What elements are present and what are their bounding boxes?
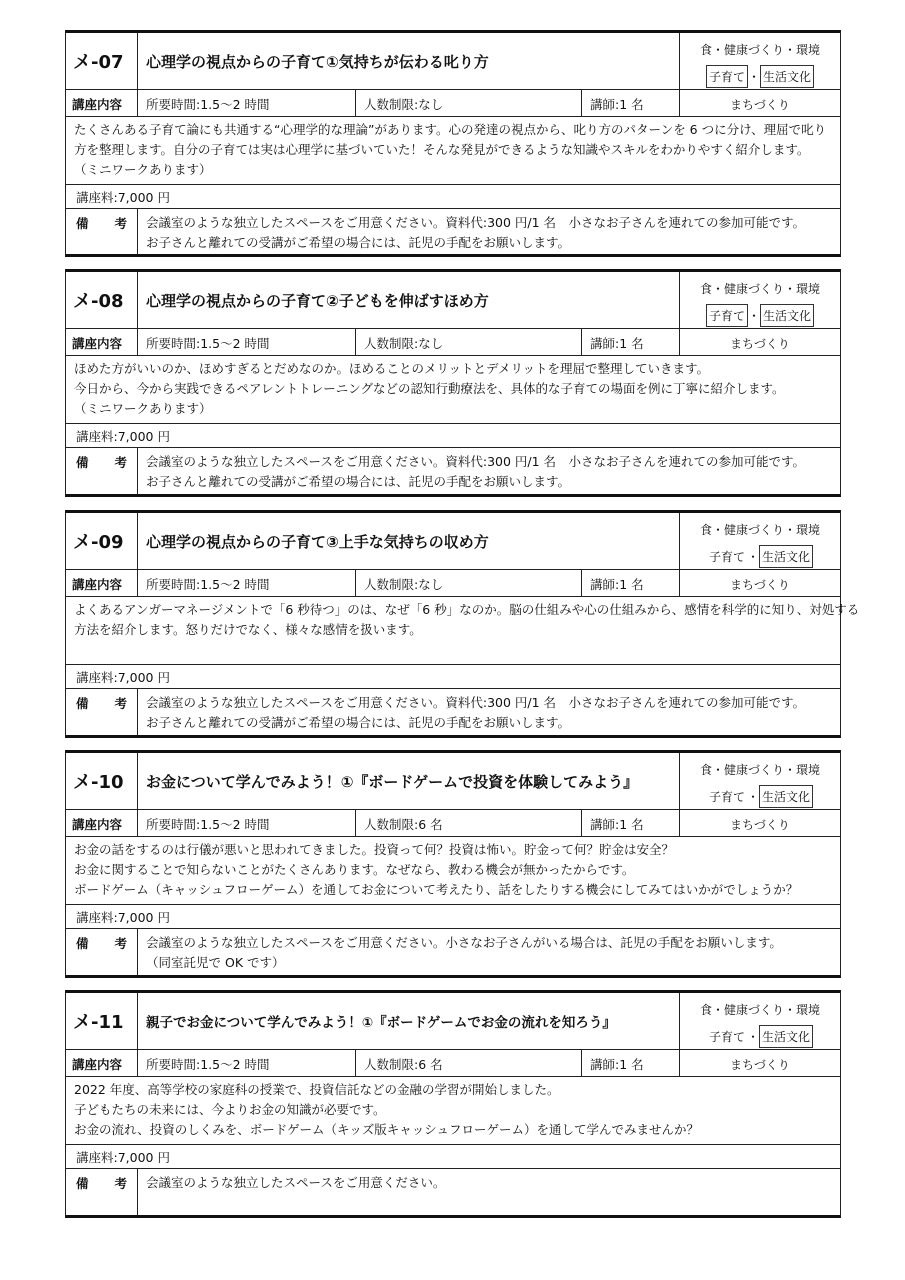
notes-line: お子さんと離れての受講がご希望の場合には、託児の手配をお願いします。 [146,715,571,730]
duration: 所要時間:1.5〜2 時間 [138,810,356,837]
fee: 講座料:7,000 円 [66,424,840,448]
category-separator: ・ [746,1030,759,1044]
description-line: 子どもたちの未来には、今よりお金の知識が必要です。 [74,1102,386,1117]
fee: 講座料:7,000 円 [66,1145,840,1169]
capacity: 人数制限:なし [356,329,582,356]
notes-label: 備 考 [66,929,138,975]
description-line: （ミニワークあります） [74,401,212,416]
description [66,597,860,665]
info-row [66,328,840,356]
notes-row [66,929,840,975]
category-separator: ・ [746,550,759,564]
category-line-2 [680,545,840,568]
notes-text [146,933,782,973]
description-line: ほめた方がいいのか、ほめすぎるとだめなのか。ほめることのメリットとデメリットを理屈で整理していきます。 [74,361,710,376]
category-seikatsu: 生活文化 [759,1025,813,1048]
category-line-1: 食・健康づくり・環境 [699,523,820,537]
category-separator: ・ [746,790,759,804]
notes-text [146,693,805,733]
info-label: 講座内容 [66,90,138,117]
notes-line: 会議室のような独立したスペースをご用意ください。小さなお子さんがいる場合は、託児の手配をお願いします。 [146,935,782,950]
notes-line: お子さんと離れての受講がご希望の場合には、託児の手配をお願いします。 [146,235,571,250]
fee: 講座料:7,000 円 [66,185,840,209]
category-line-3: まちづくり [730,818,790,832]
category-seikatsu: 生活文化 [759,545,813,568]
notes-row [66,1169,840,1215]
info-row [66,1049,840,1077]
capacity: 人数制限:6 名 [356,1050,582,1077]
capacity: 人数制限:なし [356,570,582,597]
course-code: メ-11 [66,993,138,1049]
notes-line: 会議室のような独立したスペースをご用意ください。資料代:300 円/1 名 小さなお子さんを連れての参加可能です。 [146,454,806,469]
instructor-count: 講師:1 名 [590,576,644,592]
duration: 所要時間:1.5〜2 時間 [138,1050,356,1077]
info-row [66,809,840,837]
instructor-count: 講師:1 名 [590,1056,644,1072]
notes-label: 備 考 [66,1169,138,1215]
category-kosodate: 子育て [708,790,745,804]
description [66,117,840,185]
category-separator: ・ [747,309,760,323]
capacity: 人数制限:6 名 [356,810,582,837]
notes-line: 会議室のような独立したスペースをご用意ください。 [146,1175,446,1190]
course-card [65,269,841,497]
notes-text [146,1173,445,1193]
course-card [65,510,860,738]
category-kosodate: 子育て [708,1030,745,1044]
category-line-3: まちづくり [730,1058,790,1072]
info-label: 講座内容 [66,329,138,356]
category-line-2 [680,65,840,88]
capacity: 人数制限:なし [356,90,582,117]
description [66,837,840,905]
notes-row [66,448,840,494]
instructor-count: 講師:1 名 [590,816,644,832]
course-card [65,30,841,257]
category-line-1: 食・健康づくり・環境 [699,1003,820,1017]
notes-text [146,452,805,492]
category-seikatsu: 生活文化 [759,785,813,808]
notes-line: 会議室のような独立したスペースをご用意ください。資料代:300 円/1 名 小さなお子さんを連れての参加可能です。 [146,215,806,230]
category-line-2 [680,785,840,808]
fee: 講座料:7,000 円 [66,665,840,689]
course-card [65,990,841,1218]
description-line: 方法を紹介します。怒りだけでなく、様々な感情を扱います。 [74,622,422,637]
instructor-count: 講師:1 名 [590,96,644,112]
category-line-3: まちづくり [730,337,790,351]
instructor-count: 講師:1 名 [590,335,644,351]
course-code: メ-08 [66,272,138,328]
info-row [66,89,840,117]
notes-line: （同室託児で OK です） [146,955,285,970]
course-title: 心理学の視点からの子育て③上手な気持ちの収め方 [146,532,489,551]
course-code: メ-07 [66,33,138,89]
description-line: お金の流れ、投資のしくみを、ボードゲーム（キッズ版キャッシュフローゲーム）を通して学んでみませんか？ [74,1122,700,1137]
category-line-1: 食・健康づくり・環境 [699,763,820,777]
description-line: お金の話をするのは行儀が悪いと思われてきました。投資って何？投資は怖い。貯金って何？貯金は安全？ [74,842,675,857]
category-kosodate: 子育て [706,65,748,88]
category-line-1: 食・健康づくり・環境 [699,282,820,296]
description-line: 方を整理します。自分の子育ては実は心理学に基づいていた！そんな発見ができるような知識やスキルをわかりやすく紹介します。 [74,142,810,157]
duration: 所要時間:1.5〜2 時間 [138,570,356,597]
notes-line: 会議室のような独立したスペースをご用意ください。資料代:300 円/1 名 小さなお子さんを連れての参加可能です。 [146,695,806,710]
info-row [66,569,840,597]
category-line-3: まちづくり [730,98,790,112]
description-line: よくあるアンガーマネージメントで「6 秒待つ」のは、なぜ「6 秒」なのか。脳の仕組みや心の仕組みから、感情を科学的に知り、対処する [74,602,860,617]
info-label: 講座内容 [66,570,138,597]
category-seikatsu: 生活文化 [760,304,814,327]
description-line: 今日から、今から実践できるペアレントトレーニングなどの認知行動療法を、具体的な子育ての場面を例に丁寧に紹介します。 [74,381,785,396]
notes-label: 備 考 [66,448,138,494]
notes-text [146,213,805,253]
course-title: お金について学んでみよう！①『ボードゲームで投資を体験してみよう』 [146,772,639,791]
course-code: メ-10 [66,753,138,809]
course-title: 心理学の視点からの子育て②子どもを伸ばすほめ方 [146,291,489,310]
fee: 講座料:7,000 円 [66,905,840,929]
info-label: 講座内容 [66,1050,138,1077]
notes-line: お子さんと離れての受講がご希望の場合には、託児の手配をお願いします。 [146,474,571,489]
description-line: 2022 年度、高等学校の家庭科の授業で、投資信託などの金融の学習が開始しました。 [74,1082,560,1097]
description-line: たくさんある子育て論にも共通する“心理学的な理論”があります。心の発達の視点から、叱り方のパターンを 6 つに分け、理屈で叱り [74,122,827,137]
description [66,356,840,424]
description-line: お金に関することで知らないことがたくさんあります。なぜなら、教わる機会が無かったからです。 [74,862,635,877]
course-code: メ-09 [66,513,138,569]
category-seikatsu: 生活文化 [760,65,814,88]
description-line: （ミニワークあります） [74,162,212,177]
notes-row [66,689,840,735]
duration: 所要時間:1.5〜2 時間 [138,90,356,117]
category-line-2 [680,304,840,327]
category-line-2 [680,1025,840,1048]
category-kosodate: 子育て [708,550,745,564]
description-line: ボードゲーム（キャッシュフローゲーム）を通してお金について考えたり、話をしたりする機会にしてみてはいかがでしょうか？ [74,882,799,897]
notes-row [66,209,840,254]
category-line-1: 食・健康づくり・環境 [699,43,820,57]
description [66,1077,840,1145]
course-title: 親子でお金について学んでみよう！①『ボードゲームでお金の流れを知ろう』 [146,1015,616,1031]
category-separator: ・ [747,70,760,84]
info-label: 講座内容 [66,810,138,837]
notes-label: 備 考 [66,689,138,735]
course-title: 心理学の視点からの子育て①気持ちが伝わる叱り方 [146,52,489,71]
category-line-3: まちづくり [730,578,790,592]
category-kosodate: 子育て [706,304,748,327]
duration: 所要時間:1.5〜2 時間 [138,329,356,356]
course-card [65,750,841,978]
notes-label: 備 考 [66,209,138,254]
